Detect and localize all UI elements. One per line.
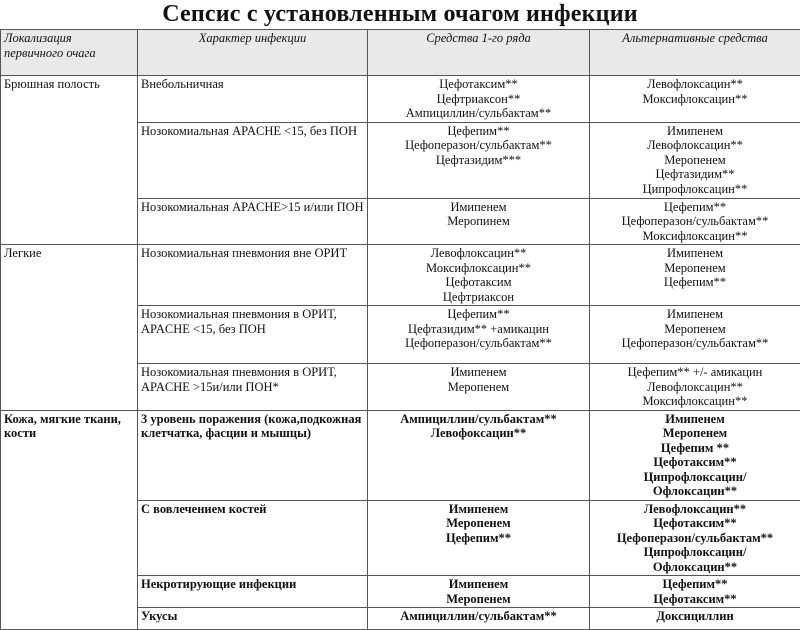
alternative-cell xyxy=(590,76,800,123)
alternative-drug: Меропенем xyxy=(593,426,797,441)
alternative-cell xyxy=(590,364,800,411)
first-line-drug: Левофоксацин** xyxy=(371,426,586,441)
infection-type-text: Нозокомиальная пневмония в ОРИТ, APACHE >15и/или ПОН* xyxy=(141,365,364,394)
alternative-drug: Цефепим** +/- амикацин xyxy=(593,365,797,380)
first-line-drug: Ампициллин/сульбактам** xyxy=(371,106,586,121)
first-line-drug: Ампициллин/сульбактам** xyxy=(371,609,586,624)
first-line-drug: Имипенем xyxy=(371,502,586,517)
alternative-cell xyxy=(590,198,800,245)
alternative-drug: Ципрофлоксацин/ xyxy=(593,545,797,560)
alternative-drug: Имипенем xyxy=(593,307,797,322)
first-line-drug: Цефепим** xyxy=(371,124,586,139)
alternative-drug: Цефоперазон/сульбактам** xyxy=(593,531,797,546)
alternative-drug: Моксифлоксацин** xyxy=(593,92,797,107)
alternative-cell xyxy=(590,500,800,576)
alternative-drug: Имипенем xyxy=(593,412,797,427)
first-line-cell xyxy=(368,306,590,364)
header-first-line: Средства 1-го ряда xyxy=(368,30,590,76)
first-line-cell xyxy=(368,122,590,198)
alternative-drug: Левофлоксацин** xyxy=(593,380,797,395)
first-line-drug: Цефотаксим xyxy=(371,275,586,290)
infection-type-text: 3 уровень поражения (кожа,подкожная клетчатка, фасции и мышцы) xyxy=(141,412,364,441)
first-line-drug: Цефоперазон/сульбактам** xyxy=(371,336,586,351)
alternative-cell xyxy=(590,608,800,630)
alternative-drug: Цефотаксим** xyxy=(593,592,797,607)
alternative-drug: Левофлоксацин** xyxy=(593,502,797,517)
infection-type-text: Внебольничная xyxy=(141,77,364,92)
alternative-cell xyxy=(590,306,800,364)
table-header-row xyxy=(1,30,800,76)
first-line-drug: Имипенем xyxy=(371,200,586,215)
table-row xyxy=(1,410,800,500)
infection-type-text: Нозокомиальная APACHE>15 и/или ПОН xyxy=(141,200,364,215)
alternative-drug: Имипенем xyxy=(593,124,797,139)
infection-type-cell xyxy=(138,410,368,500)
alternative-drug: Доксициллин xyxy=(593,609,797,624)
alternative-drug: Ципрофлоксацин/ xyxy=(593,470,797,485)
infection-type-cell xyxy=(138,76,368,123)
alternative-cell xyxy=(590,122,800,198)
infection-type-text: Нозокомиальная пневмония вне ОРИТ xyxy=(141,246,364,261)
page-title: Сепсис с установленным очагом инфекции xyxy=(0,0,800,28)
first-line-drug: Меропенем xyxy=(371,516,586,531)
first-line-cell xyxy=(368,576,590,608)
infection-type-cell xyxy=(138,576,368,608)
infection-type-cell xyxy=(138,608,368,630)
first-line-cell xyxy=(368,76,590,123)
first-line-drug: Левофлоксацин** xyxy=(371,246,586,261)
alternative-drug: Меропенем xyxy=(593,261,797,276)
table-row xyxy=(1,245,800,306)
first-line-drug: Цефтриаксон** xyxy=(371,92,586,107)
alternative-cell xyxy=(590,576,800,608)
first-line-drug: Имипенем xyxy=(371,365,586,380)
alternative-drug: Цефотаксим** xyxy=(593,516,797,531)
first-line-drug: Цефепим** xyxy=(371,307,586,322)
infection-type-text: Нозокомиальная APACHE <15, без ПОН xyxy=(141,124,364,139)
first-line-drug: Меропинем xyxy=(371,214,586,229)
first-line-drug: Меропенем xyxy=(371,592,586,607)
alternative-drug: Офлоксацин** xyxy=(593,560,797,575)
alternative-drug: Ципрофлоксацин** xyxy=(593,182,797,197)
alternative-drug: Офлоксацин** xyxy=(593,484,797,499)
table-body xyxy=(1,76,800,630)
alternative-drug: Цефоперазон/сульбактам** xyxy=(593,336,797,351)
header-alternative: Альтернативные средства xyxy=(590,30,800,76)
alternative-drug: Цефепим** xyxy=(593,275,797,290)
infection-type-text: Некротирующие инфекции xyxy=(141,577,364,592)
first-line-cell xyxy=(368,410,590,500)
infection-type-cell xyxy=(138,364,368,411)
infection-type-text: С вовлечением костей xyxy=(141,502,364,517)
infection-type-cell xyxy=(138,500,368,576)
first-line-drug: Цефотаксим** xyxy=(371,77,586,92)
first-line-drug: Имипенем xyxy=(371,577,586,592)
first-line-drug: Цефтазидим** +амикацин xyxy=(371,322,586,337)
first-line-cell xyxy=(368,500,590,576)
alternative-drug: Цефепим** xyxy=(593,577,797,592)
alternative-drug: Цефепим ** xyxy=(593,441,797,456)
alternative-drug: Левофлоксацин** xyxy=(593,138,797,153)
alternative-drug: Меропенем xyxy=(593,153,797,168)
alternative-cell xyxy=(590,245,800,306)
infection-type-text: Укусы xyxy=(141,609,364,624)
infection-type-cell xyxy=(138,198,368,245)
localization-cell: Легкие xyxy=(1,245,138,411)
antibiotic-table xyxy=(0,29,800,630)
localization-cell: Брюшная полость xyxy=(1,76,138,245)
alternative-drug: Моксифлоксацин** xyxy=(593,229,797,244)
first-line-drug: Цефтриаксон xyxy=(371,290,586,305)
infection-type-cell xyxy=(138,306,368,364)
alternative-drug: Цефоперазон/сульбактам** xyxy=(593,214,797,229)
alternative-drug: Цефепим** xyxy=(593,200,797,215)
first-line-drug: Цефоперазон/сульбактам** xyxy=(371,138,586,153)
first-line-cell xyxy=(368,364,590,411)
first-line-drug: Моксифлоксацин** xyxy=(371,261,586,276)
header-localization: Локализация первичного очага xyxy=(1,30,138,76)
first-line-cell xyxy=(368,198,590,245)
infection-type-cell xyxy=(138,245,368,306)
localization-cell: Кожа, мягкие ткани, кости xyxy=(1,410,138,630)
alternative-cell xyxy=(590,410,800,500)
alternative-drug: Моксифлоксацин** xyxy=(593,394,797,409)
infection-type-text: Нозокомиальная пневмония в ОРИТ, APACHE <15, без ПОН xyxy=(141,307,364,336)
first-line-drug: Цефтазидим*** xyxy=(371,153,586,168)
alternative-drug: Имипенем xyxy=(593,246,797,261)
infection-type-cell xyxy=(138,122,368,198)
alternative-drug: Цефотаксим** xyxy=(593,455,797,470)
first-line-drug: Цефепим** xyxy=(371,531,586,546)
alternative-drug: Меропенем xyxy=(593,322,797,337)
first-line-cell xyxy=(368,245,590,306)
alternative-drug: Левофлоксацин** xyxy=(593,77,797,92)
table-row xyxy=(1,76,800,123)
first-line-drug: Ампициллин/сульбактам** xyxy=(371,412,586,427)
alternative-drug: Цефтазидим** xyxy=(593,167,797,182)
first-line-cell xyxy=(368,608,590,630)
header-infection-type: Характер инфекции xyxy=(138,30,368,76)
first-line-drug: Меропенем xyxy=(371,380,586,395)
